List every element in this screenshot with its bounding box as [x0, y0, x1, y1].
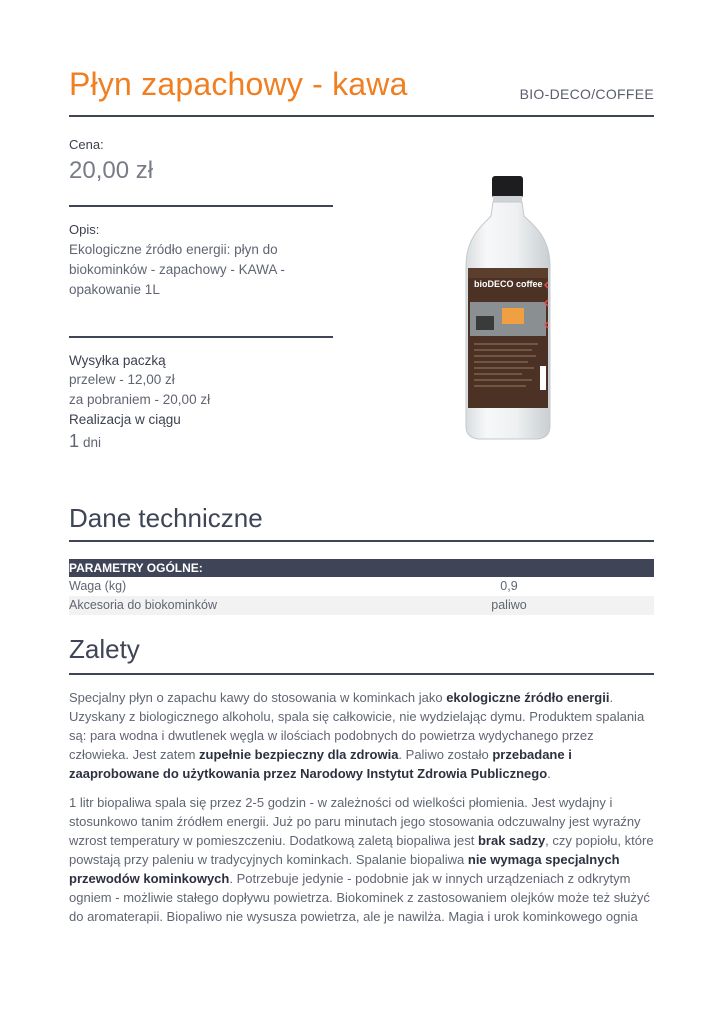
shipping-cod: za pobraniem - 20,00 zł — [69, 392, 211, 407]
shipping-transfer: przelew - 12,00 zł — [69, 372, 175, 387]
product-code: BIO-DECO/COFFEE — [519, 86, 654, 102]
product-title: Płyn zapachowy - kawa — [69, 66, 408, 102]
advantages-paragraph-2 — [69, 793, 654, 926]
emphasis: zupełnie bezpieczny dla zdrowia — [199, 747, 399, 762]
price-value: 20,00 zł — [69, 157, 154, 184]
emphasis: ekologiczne źródło energii — [446, 690, 610, 705]
product-bottle-image — [462, 176, 554, 444]
table-row — [69, 577, 654, 596]
emphasis: brak sadzy — [477, 833, 546, 848]
text-segment: Specjalny płyn o zapachu kawy do stosowania w kominkach jako — [69, 690, 447, 705]
text-segment: 1 litr biopaliwa spala się przez 2-5 godzin - w zależności od wielkości płomienia. Jest wydajny i stosunkowo tanim źródłem energii. Już po paru minutach jego stosowania odczuwalny jest wyraźny wzrost temperatury w pomieszczeniu. Dodatkową zaletą biopaliwa jest — [69, 795, 641, 848]
realization-days — [69, 431, 101, 452]
divider — [69, 205, 333, 207]
tech-heading: Dane techniczne — [69, 503, 263, 533]
days-unit: dni — [83, 435, 102, 450]
shipping-label: Wysyłka paczką — [69, 353, 166, 368]
description-label: Opis: — [69, 222, 100, 237]
bottle-brand: bioDECO coffee — [474, 279, 543, 289]
text-segment: , czy popiołu, które powstają przy paleniu w tradycyjnych kominkach. Spalanie biopaliwa — [69, 833, 654, 867]
realization-label: Realizacja w ciągu — [69, 412, 181, 427]
table-row — [69, 596, 654, 615]
price-label: Cena: — [69, 137, 104, 152]
param-name: Waga (kg) — [69, 579, 127, 593]
text-segment: . — [547, 766, 551, 781]
text-segment: . Uzyskany z biologicznego alkoholu, spala się całkowicie, nie wydzielając dymu. Produktem spalania są: para wodna i dwutlenek węgla w ilościach podobnych do powietrza wydychanego przez człowieka. Jest zatem — [69, 690, 645, 762]
days-number: 1 — [69, 431, 80, 451]
divider — [69, 336, 333, 338]
param-value: paliwo — [491, 598, 527, 612]
divider — [69, 115, 654, 117]
param-name: Akcesoria do biokominków — [69, 598, 217, 612]
tech-group-header: PARAMETRY OGÓLNE: — [69, 559, 654, 577]
advantages-paragraph-1 — [69, 688, 654, 783]
text-segment: . Potrzebuje jedynie - podobnie jak w innych urządzeniach z odkrytym ogniem - możliwie stałego dopływu powietrza. Biokominek z zastosowaniem olejków może też służyć do aromaterapii. Biopaliwo nie wysusza powietrza, ale je nawilża. Magia i urok kominkowego ognia — [69, 871, 650, 924]
description-text: Ekologiczne źródło energii: płyn do biokominków - zapachowy - KAWA - opakowanie 1L — [69, 242, 285, 297]
advantages-heading: Zalety — [69, 634, 140, 664]
divider — [69, 673, 654, 675]
divider — [69, 540, 654, 542]
param-value: 0,9 — [500, 579, 518, 593]
emphasis: nie wymaga specjalnych przewodów kominkowych — [69, 852, 620, 886]
text-segment: . Paliwo zostało — [398, 747, 493, 762]
emphasis: przebadane i zaaprobowane do użytkowania przez Narodowy Instytut Zdrowia Publicznego — [69, 747, 572, 781]
